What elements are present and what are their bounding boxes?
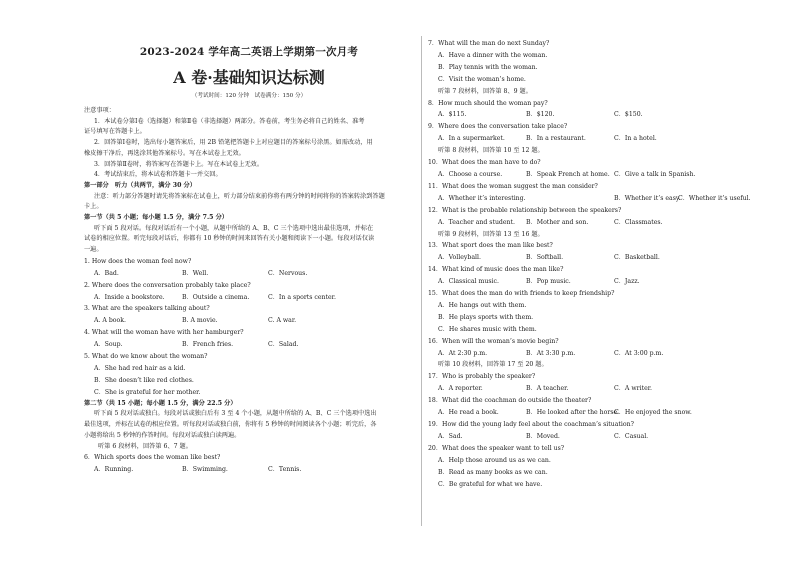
- section1-instruction-2: 试卷的相应位置。听完每段对话后，你都有 10 秒钟的时间来回答有关小题和阅读下一小题。每段对话仅读: [84, 235, 375, 243]
- option-a: A．He read a book.: [438, 409, 499, 417]
- question-19: 19．How did the young lady feel about the coachman’s situation?: [428, 421, 634, 428]
- exam-subtitle: A 卷·基础知识达标测: [173, 68, 325, 87]
- option-c: C．She is grateful for her mother.: [94, 388, 201, 396]
- material-6: 听第 6 段材料，回答第 6、7 题。: [98, 442, 192, 450]
- right-column: [428, 38, 758, 490]
- option-a: A．He hangs out with them.: [438, 301, 527, 309]
- question-19-options: [428, 431, 758, 443]
- option-c: C．A writer.: [614, 385, 652, 393]
- question-3: 3. What are the speakers talking about?: [84, 305, 210, 313]
- option-a: A．Running.: [94, 466, 134, 474]
- question-1: 1. How does the woman feel now?: [84, 257, 192, 265]
- option-b: B．At 3:30 p.m.: [526, 349, 576, 357]
- section1-instruction-1: 听下面 5 段对话。每段对话后有一个小题，从题中所给的 A、B、C 三个选项中选出最佳选项，并标在: [94, 224, 374, 232]
- option-c: C．Classmates.: [614, 218, 663, 226]
- exam-info: （考试时间：120 分钟 试卷满分：150 分）: [191, 93, 307, 99]
- option-b: B．Read as many books as we can.: [438, 468, 548, 476]
- notes-heading: 注意事项：: [84, 107, 115, 114]
- question-4-options: [84, 339, 414, 351]
- question-10: 10．What does the man have to do?: [428, 159, 541, 167]
- question-1-options: [84, 268, 414, 280]
- question-2: 2. Where does the conversation probably take place?: [84, 281, 251, 289]
- option-a: A．Sad.: [438, 432, 463, 440]
- option-b: B．$120.: [526, 111, 555, 119]
- question-20: 20．What does the speaker want to tell us?: [428, 444, 565, 452]
- section1-heading: 第一节（共 5 小题；每小题 1.5 分，满分 7.5 分）: [84, 214, 228, 222]
- option-c: C．Visit the woman’s home.: [438, 75, 526, 83]
- option-a: A. A book.: [94, 317, 126, 325]
- note-1-cont: 证号填写在答题卡上。: [84, 128, 146, 136]
- question-8-options: [428, 109, 758, 121]
- section2-heading: 第二节（共 15 小题；每小题 1.5 分，满分 22.5 分）: [84, 399, 237, 407]
- option-b: B．Speak French at home.: [526, 170, 610, 178]
- option-a: A．She had red hair as a kid.: [94, 365, 186, 372]
- part1-instruction-2: 卡上。: [84, 203, 103, 211]
- question-8: 8．How much should the woman pay?: [428, 99, 548, 107]
- question-17-options: [428, 383, 758, 395]
- note-3: 3．回答第Ⅱ卷时，将答案写在答题卡上。写在本试卷上无效。: [94, 160, 264, 168]
- exam-title: 2023-2024 学年高二英语上学期第一次月考: [139, 46, 359, 58]
- option-a: A．At 2:30 p.m.: [438, 349, 488, 357]
- question-14-options: [428, 276, 758, 288]
- option-c: C．In a sports center.: [268, 293, 336, 301]
- option-c: C．In a hotel.: [614, 135, 657, 143]
- option-a: A．$115.: [438, 111, 467, 119]
- option-c: C．Whether it’s useful.: [678, 194, 751, 202]
- note-2: 2．回答第Ⅰ卷时，选出每小题答案后，用 2B 铅笔把答题卡上对应题目的答案标号涂黑。如需改动，用: [94, 139, 373, 147]
- option-c: C．Jazz.: [614, 278, 640, 286]
- option-c: C. A war.: [268, 317, 297, 325]
- material-9: 听第 9 段材料，回答第 13 至 16 题。: [438, 230, 544, 238]
- option-b: B．In a restaurant.: [526, 135, 586, 143]
- question-7: 7．What will the man do next Sunday?: [428, 40, 550, 47]
- question-18-options: [428, 407, 758, 419]
- option-b: B．Mother and son.: [526, 218, 589, 226]
- option-b: B．Well.: [182, 269, 209, 277]
- option-b: B. A movie.: [182, 317, 218, 325]
- material-10: 听第 10 段材料，回答第 17 至 20 题。: [438, 361, 548, 369]
- question-4: 4. What will the woman have with her hamburger?: [84, 329, 244, 337]
- option-c: C．Basketball.: [614, 254, 660, 262]
- option-a: A．Have a dinner with the woman.: [438, 51, 548, 59]
- option-c: C．Tennis.: [268, 466, 302, 474]
- section2-instruction-1: 听下面 5 段对话或独白。每段对话或独白后有 3 至 4 个小题，从题中所给的 A、B、C 三个选项中选出: [94, 410, 377, 418]
- question-10-options: [428, 169, 758, 181]
- option-b: B．He plays sports with them.: [438, 313, 534, 321]
- question-6: 6．Which sports does the woman like best?: [84, 454, 221, 462]
- part1-heading: 第一部分 听力（共两节，满分 30 分）: [84, 181, 196, 189]
- note-4: 4．考试结束后，将本试卷和答题卡一并交回。: [94, 171, 222, 179]
- option-a: A．Bad.: [94, 269, 119, 277]
- option-c: C．Give a talk in Spanish.: [614, 170, 696, 178]
- option-a: A．Classical music.: [438, 278, 499, 286]
- option-c: C．$150.: [614, 111, 643, 119]
- question-2-options: [84, 292, 414, 304]
- column-divider: [421, 36, 422, 526]
- left-column: [84, 38, 414, 476]
- option-a: A．Soup.: [94, 341, 123, 349]
- option-c: C．He enjoyed the snow.: [614, 409, 692, 417]
- question-16: 16．When will the woman’s movie begin?: [428, 337, 559, 345]
- question-5: 5. What do we know about the woman?: [84, 353, 208, 361]
- option-c: C．At 3:00 p.m.: [614, 349, 664, 357]
- option-c: C．Nervous.: [268, 269, 308, 277]
- section2-instruction-2: 最佳选项，并标在试卷的相应位置。听每段对话或独白前，你将有 5 秒钟的时间阅读各个小题；听完后，各: [84, 421, 377, 429]
- option-b: B．French fries.: [182, 341, 234, 349]
- question-15: 15．What does the man do with friends to keep friendship?: [428, 290, 615, 298]
- question-13: 13．What sport does the man like best?: [428, 242, 553, 250]
- option-a: A．Whether it’s interesting.: [438, 194, 526, 202]
- note-1: 1．本试卷分第Ⅰ卷（选择题）和第Ⅱ卷（非选择题）两部分。答卷前，考生务必将自己的姓名、准考: [94, 117, 365, 125]
- question-9-options: [428, 133, 758, 145]
- question-3-options: [84, 315, 414, 327]
- question-13-options: [428, 252, 758, 264]
- option-b: B．Outside a cinema.: [182, 293, 250, 301]
- option-a: A．Teacher and student.: [438, 218, 515, 226]
- note-2-cont: 橡皮擦干净后，再选涂其他答案标号。写在本试卷上无效。: [84, 149, 245, 157]
- question-12-options: [428, 217, 758, 229]
- part1-instruction-1: 注意：听力部分答题时请先将答案标在试卷上，听力部分结束前你将有两分钟的时间将你的答案转涂到答题: [94, 192, 385, 200]
- option-a: A．Choose a course.: [438, 170, 503, 178]
- question-18: 18．What did the coachman do outside the theater?: [428, 397, 592, 405]
- option-c: C．Be grateful for what we have.: [438, 480, 543, 488]
- question-16-options: [428, 348, 758, 360]
- option-a: A．In a supermarket.: [438, 135, 505, 143]
- question-9: 9．Where does the conversation take place?: [428, 123, 568, 131]
- option-b: B．Pop music.: [526, 278, 571, 286]
- material-8: 听第 8 段材料，回答第 10 至 12 题。: [438, 147, 544, 155]
- question-11-options: [428, 193, 758, 205]
- question-11: 11．What does the woman suggest the man consider?: [428, 182, 598, 190]
- option-b: B．He looked after the horse.: [526, 409, 620, 417]
- question-14: 14．What kind of music does the man like?: [428, 266, 564, 274]
- option-c: C．Casual.: [614, 432, 649, 440]
- material-7: 听第 7 段材料，回答第 8、9 题。: [438, 87, 532, 95]
- option-b: B．Whether it’s easy.: [614, 194, 681, 202]
- option-a: A．Volleyball.: [438, 254, 481, 262]
- section1-instruction-3: 一遍。: [84, 246, 103, 254]
- option-b: B．Softball.: [526, 254, 564, 262]
- option-a: A．Inside a bookstore.: [94, 293, 165, 301]
- option-a: A．Help those around us as we can.: [438, 456, 551, 464]
- option-b: B．Play tennis with the woman.: [438, 63, 538, 71]
- section2-instruction-3: 小题将给出 5 秒钟的作答时间。每段对话或独白读两遍。: [84, 431, 241, 439]
- question-17: 17．Who is probably the speaker?: [428, 373, 536, 381]
- option-b: B．Swimming.: [182, 466, 228, 474]
- option-b: B．A teacher.: [526, 385, 569, 393]
- option-c: C．He shares music with them.: [438, 325, 537, 333]
- question-6-options: [84, 464, 414, 476]
- option-b: B．Moved.: [526, 432, 560, 440]
- option-b: B．She doesn’t like red clothes.: [94, 376, 194, 384]
- option-a: A．A reporter.: [438, 385, 483, 393]
- option-c: C．Salad.: [268, 341, 299, 349]
- question-12: 12．What is the probable relationship between the speakers?: [428, 206, 622, 214]
